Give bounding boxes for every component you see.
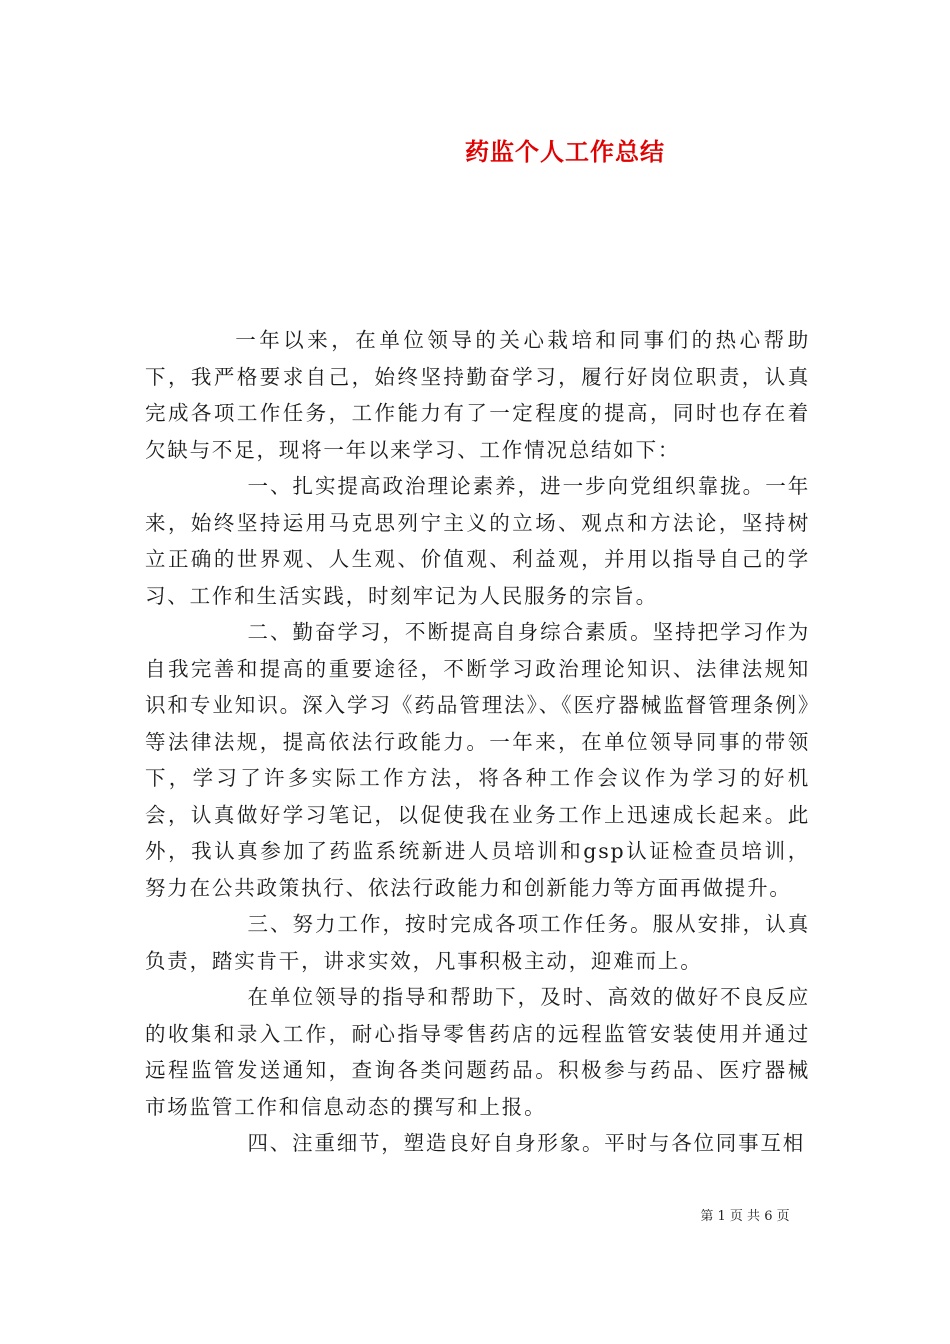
paragraph-section-3-detail: 在单位领导的指导和帮助下，及时、高效的做好不良反应的收集和录入工作，耐心指导零售药店的远程监管安装使用并通过远程监管发送通知，查询各类问题药品。积极参与药品、医疗器械市场监管工作和信息动态的撰写和上报。 [145, 985, 810, 1119]
document-body [145, 322, 810, 1162]
paragraph-section-1: 一、扎实提高政治理论素养，进一步向党组织靠拢。一年来，始终坚持运用马克思列宁主义的立场、观点和方法论，坚持树立正确的世界观、人生观、价值观、利益观，并用以指导自己的学习、工作和生活实践，时刻牢记为人民服务的宗旨。 [145, 474, 810, 608]
paragraph-intro: 一年以来，在单位领导的关心栽培和同事们的热心帮助下，我严格要求自己，始终坚持勤奋学习，履行好岗位职责，认真完成各项工作任务，工作能力有了一定程度的提高，同时也存在着欠缺与不足，现将一年以来学习、工作情况总结如下： [145, 328, 810, 462]
paragraph-section-4: 四、注重细节，塑造良好自身形象。平时与各位同事互相 [247, 1131, 805, 1155]
document-title: 药监个人工作总结 [465, 137, 665, 166]
page-number: 第 1 页 共 6 页 [700, 1209, 790, 1224]
paragraph-section-2: 二、勤奋学习，不断提高自身综合素质。坚持把学习作为自我完善和提高的重要途径，不断学习政治理论知识、法律法规知识和专业知识。深入学习《药品管理法》、《医疗器械监督管理条例》等法律法规，提高依法行政能力。一年来，在单位领导同事的带领下，学习了许多实际工作方法，将各种工作会议作为学习的好机会，认真做好学习笔记，以促使我在业务工作上迅速成长起来。此外，我认真参加了药监系统新进人员培训和gsp认证检查员培训，努力在公共政策执行、依法行政能力和创新能力等方面再做提升。 [145, 620, 810, 900]
paragraph-section-3: 三、努力工作，按时完成各项工作任务。服从安排，认真负责，踏实肯干，讲求实效，凡事积极主动，迎难而上。 [145, 912, 810, 973]
